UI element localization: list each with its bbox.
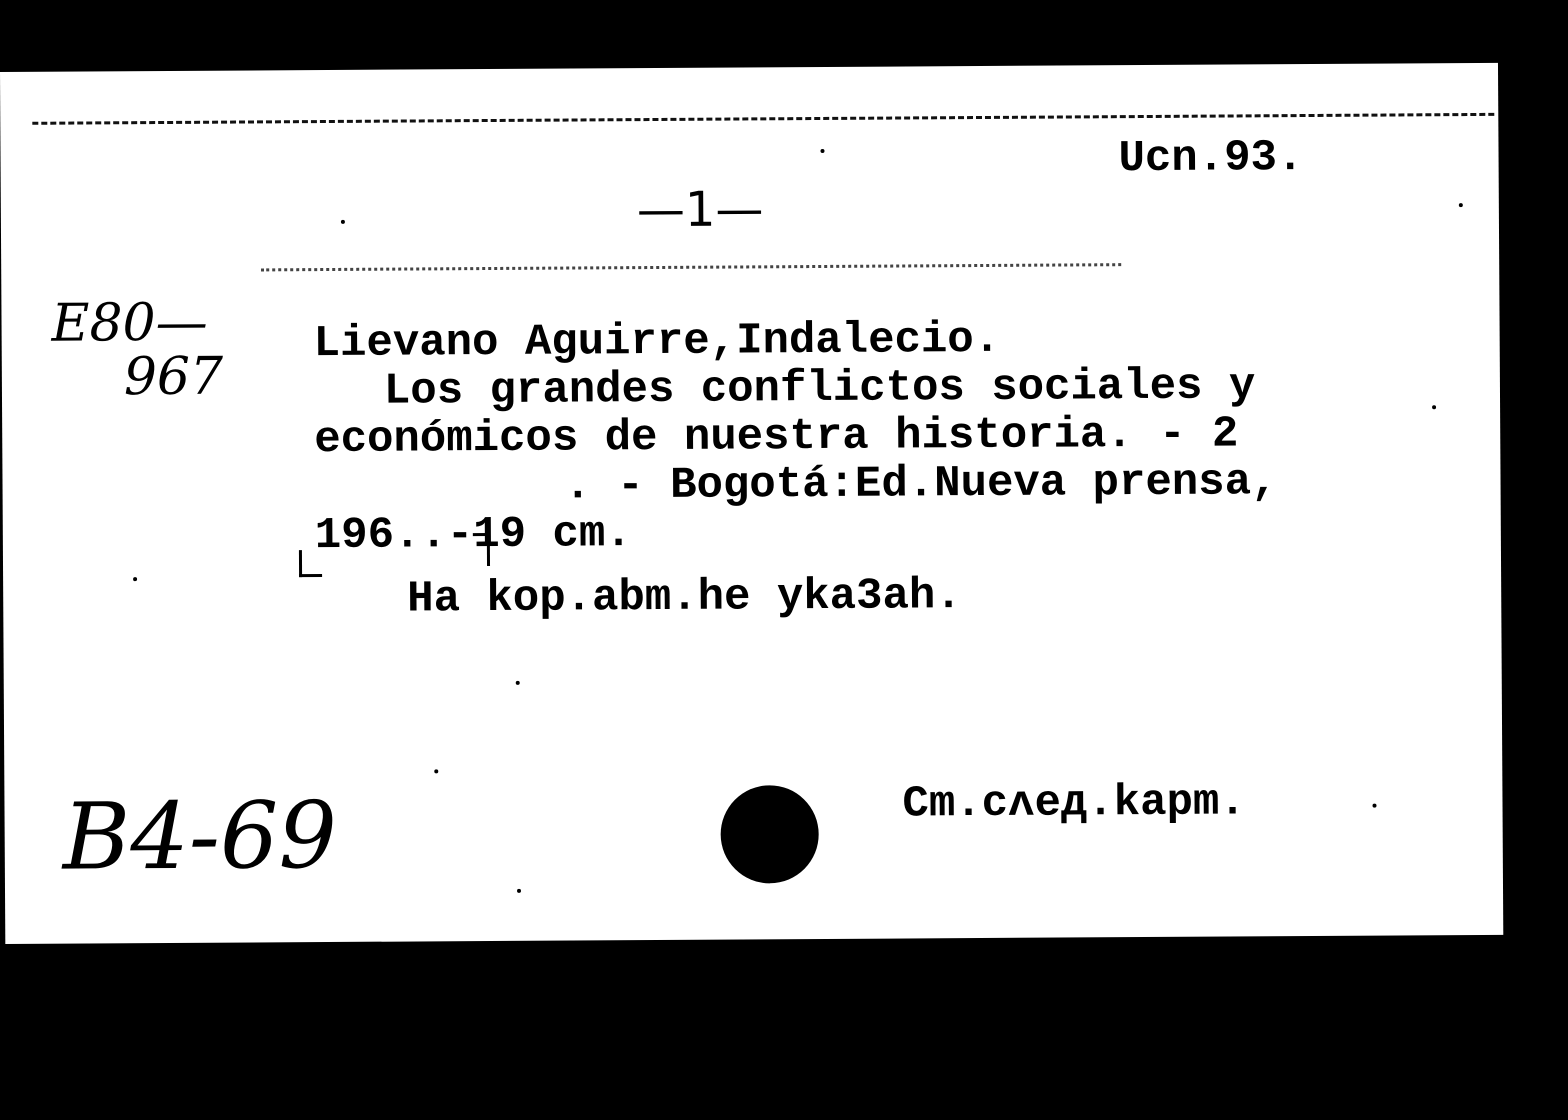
bracket-left-mark <box>299 550 322 577</box>
page-number: —1— <box>636 181 764 239</box>
dotted-separator <box>261 263 1121 271</box>
signature-mark: Ucn.93. <box>1118 133 1304 185</box>
author-heading: Lievano Aguirre,Indalecio. <box>313 314 1001 370</box>
speck <box>820 149 824 153</box>
collation-line: 196..-19 cm. <box>314 509 632 562</box>
speck <box>516 681 520 685</box>
title-line-1: Los grandes conflictos sociales y <box>383 361 1256 417</box>
speck <box>1372 804 1376 808</box>
speck <box>434 769 438 773</box>
speck <box>133 577 137 581</box>
see-next-card: Cm.cʌeд.kapm. <box>902 777 1246 830</box>
catalog-card <box>0 63 1503 944</box>
punch-hole <box>720 785 819 884</box>
inventory-number: B4-69 <box>62 781 338 891</box>
speck <box>1432 405 1436 409</box>
speck <box>1459 203 1463 207</box>
note-line: Ha kop.abm.he yka3ah. <box>407 571 962 625</box>
bracket-right-mark <box>473 533 490 566</box>
call-number-line1: E80— <box>51 292 208 354</box>
speck <box>517 889 521 893</box>
call-number-line2: 967 <box>123 346 224 408</box>
title-line-2: económicos de nuestra historia. - 2 <box>314 409 1239 466</box>
speck <box>341 220 345 224</box>
top-rule <box>32 113 1494 125</box>
imprint-line: . - Bogotá:Ed.Nueva prensa, <box>564 457 1278 512</box>
